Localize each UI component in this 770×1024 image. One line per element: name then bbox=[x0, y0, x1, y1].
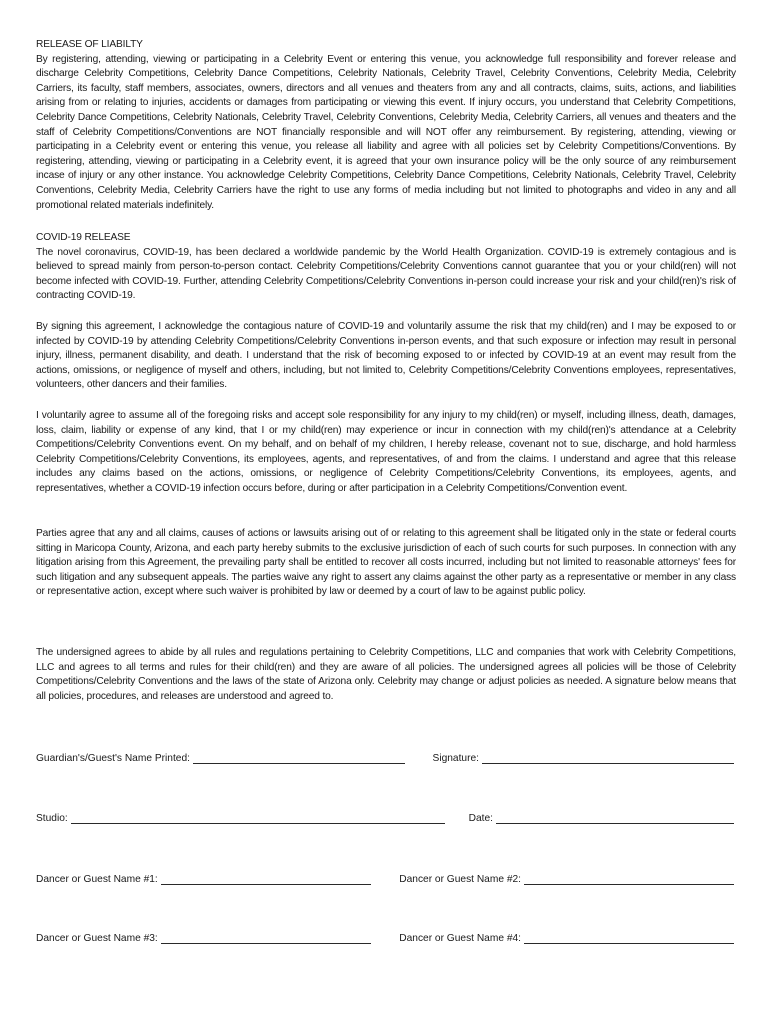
jurisdiction-paragraph: Parties agree that any and all claims, causes of actions or lawsuits arising out of or relating to this agreement shall be litigated only in the state or federal courts sitting in Maricopa County, Arizona, and each party hereby submits to the exclusive jurisdiction of each of such courts for such purposes. In connection with any litigation arising from this Agreement, the prevailing party shall be entitled to recover all costs incurred, including but not limited to reasonable attorneys' fees for such litigation and any subsequent appeals. The parties waive any right to assert any claims against the other party as a representative or member in any class or representative action, except where such waiver is prohibited by law or deemed by a court of law to be against public policy. bbox=[36, 528, 736, 598]
acknowledge-paragraph: By signing this agreement, I acknowledge the contagious nature of COVID-19 and voluntarily assume the risk that my child(ren) and I may be exposed to or infected by COVID-19 by attending Celebrity Competitions/Celebrity Conventions in-person events, and that such exposure or infection may result in personal injury, illness, permanent disability, and death. I understand that the risk of becoming exposed to or infected by COVID-19 at an event may result from the actions, omissions, or negligence of myself and others, including, but not limited to, Celebrity Competitions/Celebrity Conventions employees, representatives, volunteers, other dancers and their families. bbox=[36, 321, 736, 391]
assume-risk-paragraph: I voluntarily agree to assume all of the foregoing risks and accept sole responsibility for any injury to my child(ren) or myself, including illness, death, damages, loss, claim, liability or expense of any kind, that I or my child(ren) may experience or incur in connection with my child(ren)'s attendance at a Celebrity Competitions/Celebrity Conventions event. On my behalf, and on behalf of my children, I hereby release, covenant not to sue, discharge, and hold harmless Celebrity Competitions/Celebrity Conventions, its employees, agents, and representatives, of and from the claims. I understand and agree that this release includes any claims based on the actions, omissions, or negligence of Celebrity Competitions/Celebrity Conventions, its employees, agents, and representatives, whether a COVID-19 infection occurs before, during or after participation in a Celebrity Competitions/Convention event. bbox=[36, 410, 736, 494]
signature-line[interactable] bbox=[482, 752, 734, 764]
release-title: RELEASE OF LIABILTY bbox=[36, 39, 143, 50]
dancer1-label: Dancer or Guest Name #1: bbox=[36, 874, 158, 885]
guardian-name-label: Guardian's/Guest's Name Printed: bbox=[36, 753, 190, 764]
covid-title: COVID-19 RELEASE bbox=[36, 232, 131, 243]
release-body: By registering, attending, viewing or participating in a Celebrity Event or entering this venue, you acknowledge full responsibility and forever release and discharge Celebrity Competitions, Celebrity Dance Competitions, Celebrity Nationals, Celebrity Travel, Celebrity Conventions, Celebrity Media, Celebrity Carriers, its faculty, staff members, associates, owners, directors and all venues and theaters from any and all contracts, claims, suits, actions, and liabilities arising from or relating to injuries, accidents or damages from participating or viewing this event. If injury occurs, you understand that Celebrity Competitions, Celebrity Dance Competitions, Celebrity Nationals, Celebrity Travel, Celebrity Conventions, Celebrity Media, Celebrity Carriers, all venues and theaters and the staff of Celebrity Competitions/Conventions are NOT financially responsible and will NOT offer any reimbursement. By registering, attending, viewing or participating in a Celebrity event or entering this venue, you release all liability and agree with all policies set by Celebrity Competitions/Conventions. By registering, attending, viewing or participating in a Celebrity event, it is agreed that your own insurance policy will be the only source of any reimbursement incase of injury or any other instance. You acknowledge Celebrity Competitions, Celebrity Dance Competitions, Celebrity Nationals, Celebrity Travel, Celebrity Conventions, Celebrity Media, Celebrity Carriers have the right to use any forms of media including but not limited to photographs and video in any and all promotional related materials indefinitely. bbox=[36, 53, 736, 211]
studio-field[interactable] bbox=[36, 808, 445, 824]
dancer3-line[interactable] bbox=[161, 932, 371, 944]
dancer4-line[interactable] bbox=[524, 932, 734, 944]
date-line[interactable] bbox=[496, 812, 734, 824]
guardian-name-field[interactable] bbox=[36, 748, 405, 764]
signature-field[interactable] bbox=[433, 748, 734, 764]
dancer-row-2 bbox=[36, 928, 734, 944]
dancer4-field[interactable] bbox=[399, 928, 734, 944]
guardian-name-line[interactable] bbox=[193, 752, 405, 764]
signature-label: Signature: bbox=[432, 753, 479, 764]
studio-date-row bbox=[36, 808, 734, 824]
dancer4-label: Dancer or Guest Name #4: bbox=[399, 933, 521, 944]
dancer-row-1 bbox=[36, 869, 734, 885]
dancer2-line[interactable] bbox=[524, 873, 734, 885]
date-field[interactable] bbox=[469, 808, 734, 824]
dancer2-label: Dancer or Guest Name #2: bbox=[399, 874, 521, 885]
covid-release-section bbox=[36, 231, 736, 304]
studio-label: Studio: bbox=[36, 813, 68, 824]
dancer1-field[interactable] bbox=[36, 869, 371, 885]
release-of-liability-section bbox=[36, 38, 736, 213]
dancer2-field[interactable] bbox=[399, 869, 734, 885]
dancer3-label: Dancer or Guest Name #3: bbox=[36, 933, 158, 944]
covid-body: The novel coronavirus, COVID-19, has been declared a worldwide pandemic by the World Health Organization. COVID-19 is extremely contagious and is believed to spread mainly from person-to-person contact. Celebrity Competitions/Celebrity Conventions cannot guarantee that you or your child(ren) will not become infected with COVID-19. Further, attending Celebrity Competitions/Celebrity Conventions in-person could increase your risk and your child(ren)'s risk of contracting COVID-19. bbox=[36, 246, 736, 302]
abide-paragraph: The undersigned agrees to abide by all rules and regulations pertaining to Celebrity Competitions, LLC and companies that work with Celebrity Competitions, LLC and agrees to all terms and rules for their child(ren) and they are aware of all policies. The undersigned agrees all policies will be those of Celebrity Competitions/Celebrity Conventions and the laws of the state of Arizona only. Celebrity may change or adjust policies as needed. A signature below means that all policies, procedures, and releases are understood and agreed to. bbox=[36, 647, 736, 702]
studio-line[interactable] bbox=[71, 812, 445, 824]
date-label: Date: bbox=[468, 813, 493, 824]
guardian-signature-row bbox=[36, 748, 734, 764]
dancer3-field[interactable] bbox=[36, 928, 371, 944]
dancer1-line[interactable] bbox=[161, 873, 371, 885]
